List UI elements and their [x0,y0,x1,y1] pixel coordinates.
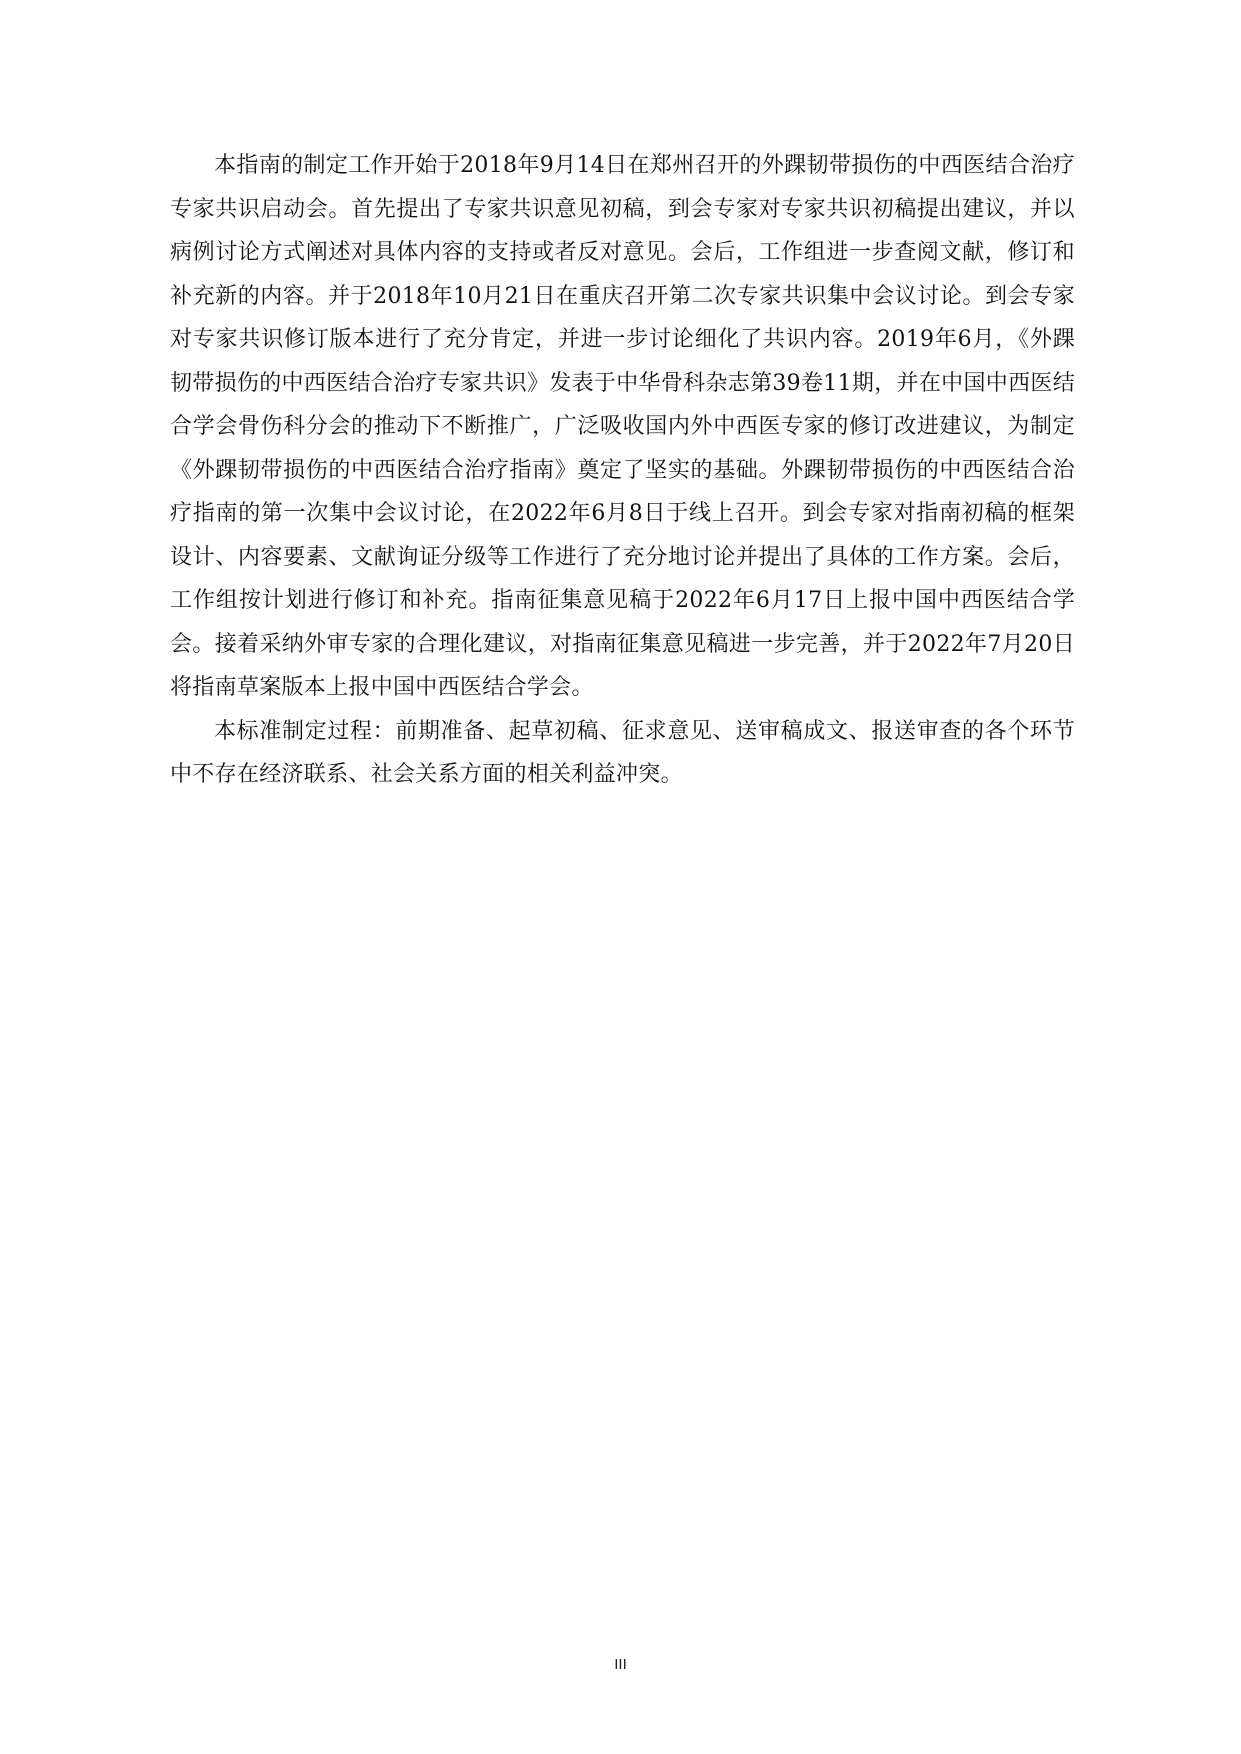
page-number: III [614,1656,627,1673]
paragraph-development-history: 本指南的制定工作开始于2018年9月14日在郑州召开的外踝韧带损伤的中西医结合治疗专家共识启动会。首先提出了专家共识意见初稿，到会专家对专家共识初稿提出建议，并以病例讨论方式阐述对具体内容的支持或者反对意见。会后，工作组进一步查阅文献，修订和补充新的内容。并于2018年10月21日在重庆召开第二次专家共识集中会议讨论。到会专家对专家共识修订版本进行了充分肯定，并进一步讨论细化了共识内容。2019年6月，《外踝韧带损伤的中西医结合治疗专家共识》发表于中华骨科杂志第39卷11期，并在中国中西医结合学会骨伤科分会的推动下不断推广，广泛吸收国内外中西医专家的修订改进建议，为制定《外踝韧带损伤的中西医结合治疗指南》奠定了坚实的基础。外踝韧带损伤的中西医结合治疗指南的第一次集中会议讨论，在2022年6月8日于线上召开。到会专家对指南初稿的框架设计、内容要素、文献询证分级等工作进行了充分地讨论并提出了具体的工作方案。会后，工作组按计划进行修订和补充。指南征集意见稿于2022年6月17日上报中国中西医结合学会。接着采纳外审专家的合理化建议，对指南征集意见稿进一步完善，并于2022年7月20日将指南草案版本上报中国中西医结合学会。 [170,153,1075,700]
body-text [170,144,1075,797]
paragraph-conflict-of-interest: 本标准制定过程：前期准备、起草初稿、征求意见、送审稿成文、报送审查的各个环节中不存在经济联系、社会关系方面的相关利益冲突。 [170,718,1075,787]
